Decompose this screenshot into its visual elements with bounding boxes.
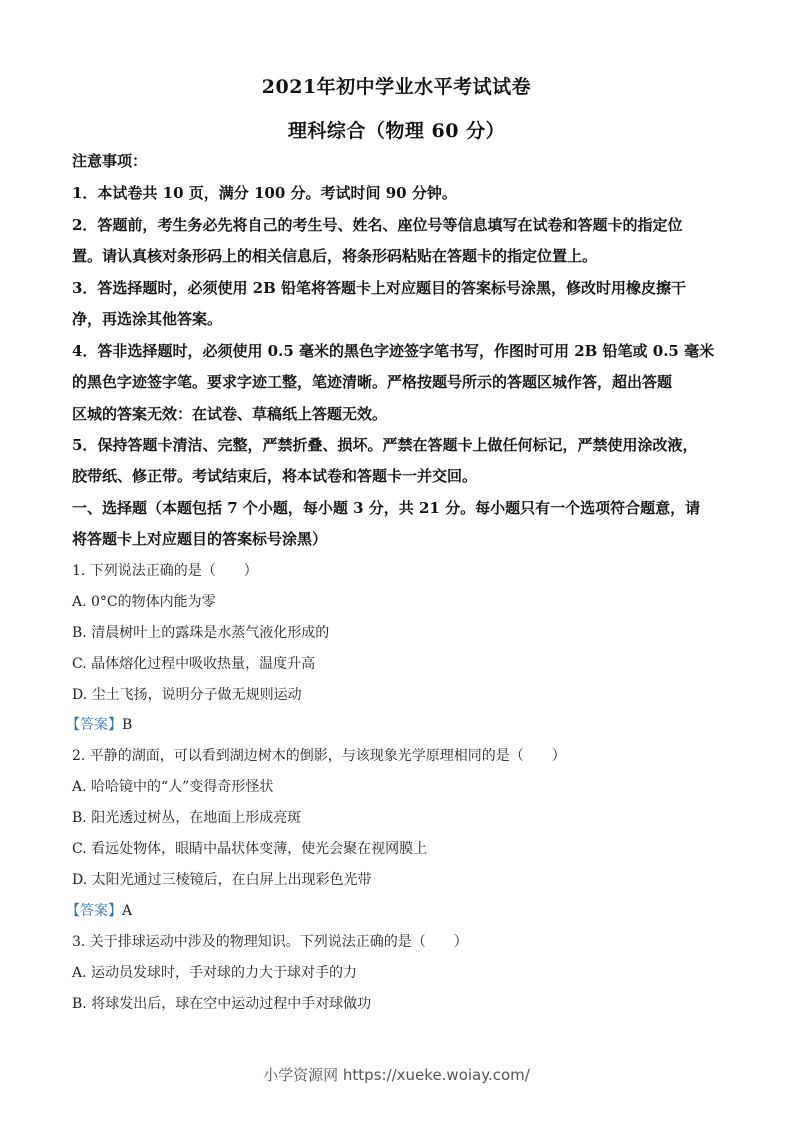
notice-line: 2．答题前，考生务必先将自己的考生号、姓名、座位号等信息填写在试卷和答题卡的指定位 xyxy=(72,216,683,234)
question-option: B. 将球发出后，球在空中运动过程中手对球做功 xyxy=(72,996,372,1012)
question-option: D. 太阳光通过三棱镜后，在白屏上出现彩色光带 xyxy=(72,872,372,888)
question-option: B. 清晨树叶上的露珠是水蒸气液化形成的 xyxy=(72,625,330,641)
notice-line: 3．答选择题时，必须使用 2B 铅笔将答题卡上对应题目的答案标号涂黑，修改时用橡皮擦干 xyxy=(72,279,687,297)
answer-line xyxy=(66,900,726,920)
question-option: B. 阳光透过树丛，在地面上形成亮斑 xyxy=(72,810,302,826)
question-option: A. 0°C的物体内能为零 xyxy=(72,594,216,610)
answer-value: B xyxy=(122,717,133,733)
question-stem: 3. 关于排球运动中涉及的物理知识。下列说法正确的是（ ） xyxy=(72,934,468,950)
question-option: C. 晶体熔化过程中吸收热量，温度升高 xyxy=(72,656,316,672)
question-stem: 1. 下列说法正确的是（ ） xyxy=(72,563,258,579)
exam-subtitle: 理科综合（物理 60 分） xyxy=(287,120,506,142)
notice-line: 置。请认真核对条形码上的相关信息后，将条形码粘贴在答题卡的指定位置上。 xyxy=(72,247,598,265)
notice-heading: 注意事项： xyxy=(72,152,148,170)
notice-line: 区城的答案无效：在试卷、草稿纸上答题无效。 xyxy=(72,405,388,423)
question-option: C. 看远处物体，眼睛中晶状体变薄，使光会聚在视网膜上 xyxy=(72,841,428,857)
answer-line xyxy=(66,714,726,734)
question-option: A. 哈哈镜中的“人”变得奇形怪状 xyxy=(72,779,274,795)
question-option: D. 尘土飞扬，说明分子做无规则运动 xyxy=(72,687,302,703)
notice-line: 的黑色字迹签字笔。要求字迹工整，笔迹清晰。严格按题号所示的答题区城作答，超出答题 xyxy=(72,373,673,391)
section-heading: 将答题卡上对应题目的答案标号涂黑） xyxy=(72,530,328,548)
question-option: A. 运动员发球时，手对球的力大于球对手的力 xyxy=(72,965,358,981)
answer-value: A xyxy=(122,903,133,919)
notice-line: 净，再选涂其他答案。 xyxy=(72,310,223,328)
notice-line: 胶带纸、修正带。考试结束后，将本试卷和答题卡一并交回。 xyxy=(72,467,478,485)
notice-line: 5．保持答题卡清洁、完整，严禁折叠、损坏。严禁在答题卡上做任何标记，严禁使用涂改液， xyxy=(72,436,698,454)
section-heading: 一、选择题（本题包括 7 个小题，每小题 3 分，共 21 分。每小题只有一个选项符合题意，请 xyxy=(72,499,701,517)
exam-title: 2021年初中学业水平考试试卷 xyxy=(261,76,532,98)
question-stem: 2. 平静的湖面，可以看到湖边树木的倒影，与该现象光学原理相同的是（ ） xyxy=(72,748,566,764)
answer-label: 【答案】 xyxy=(66,717,122,733)
answer-label: 【答案】 xyxy=(66,903,122,919)
footer-watermark: 小学资源网 https://xueke.woiay.com/ xyxy=(263,1066,530,1084)
notice-line: 1．本试卷共 10 页，满分 100 分。考试时间 90 分钟。 xyxy=(72,184,457,202)
notice-line: 4．答非选择题时，必须使用 0.5 毫米的黑色字迹签字笔书写，作图时可用 2B 铅笔或 0.5 毫米 xyxy=(72,342,715,360)
